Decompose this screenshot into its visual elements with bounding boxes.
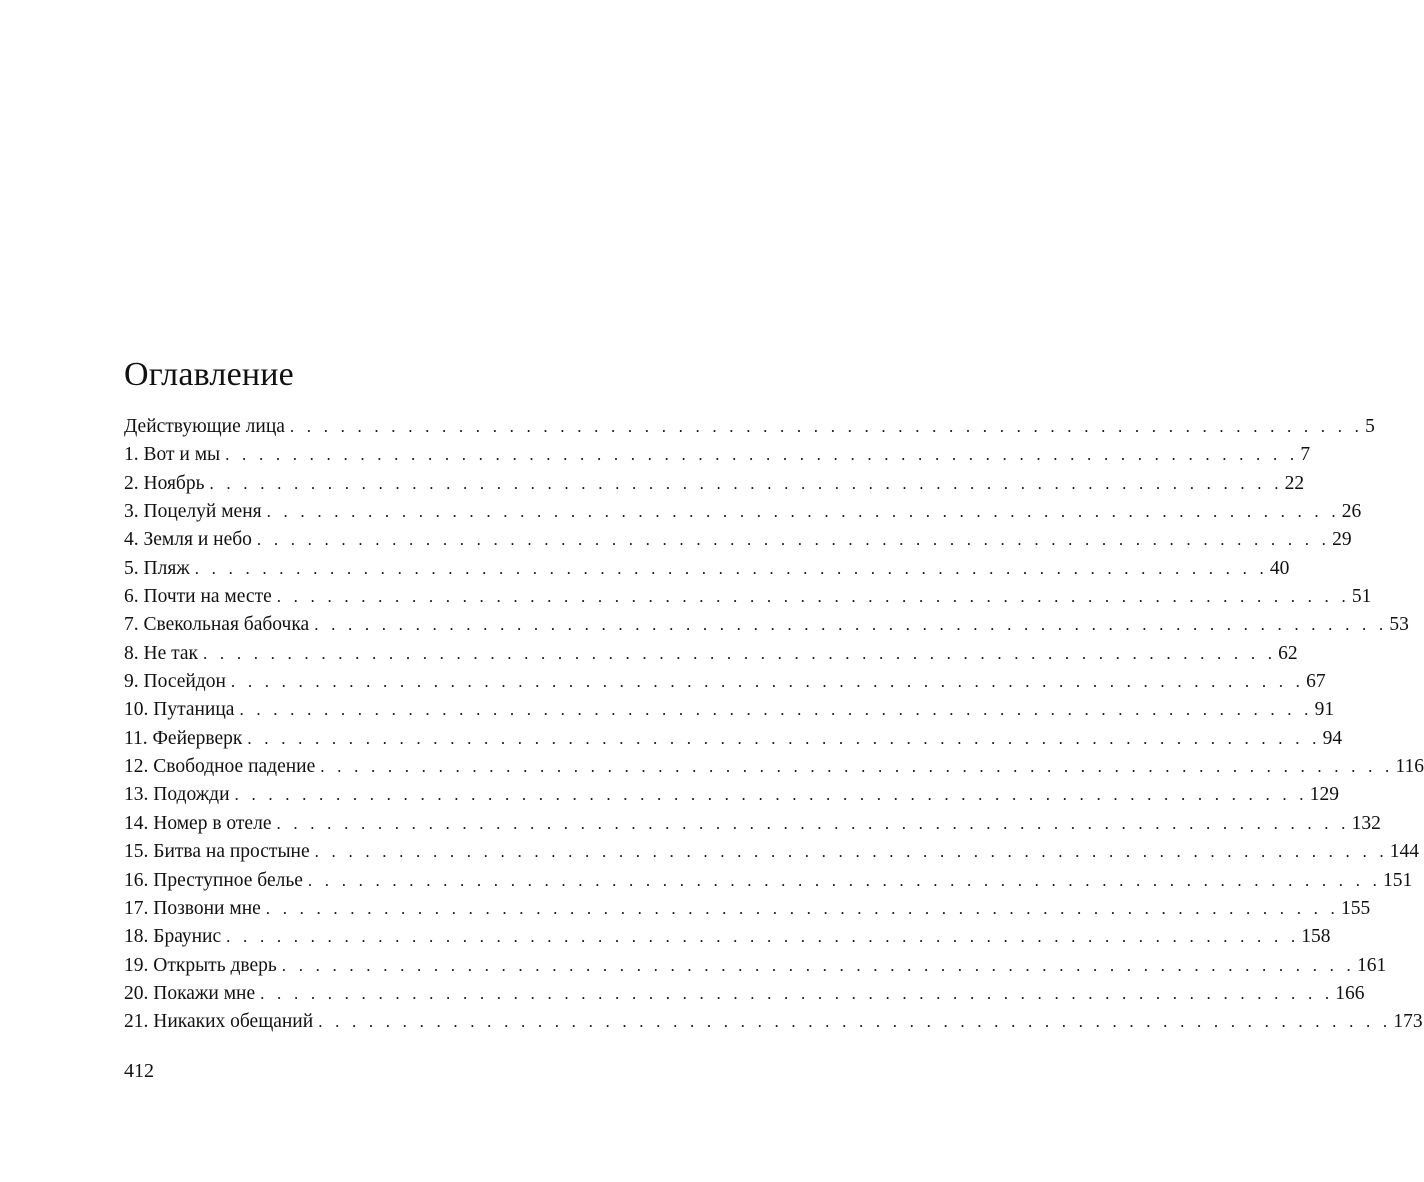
- toc-entry: [124, 727, 1343, 756]
- toc-dot-leader: . . . . . . . . . . . . . . . . . . . . . . . . . . . . . . . . . . . . . . . . . . . . . . . . . . . . . . . . . . . . . . . .: [276, 587, 1350, 607]
- toc-entry-page: 158: [1301, 926, 1331, 948]
- toc-entry-title: 20. Покажи мне: [124, 982, 256, 1004]
- toc-dot-leader: . . . . . . . . . . . . . . . . . . . . . . . . . . . . . . . . . . . . . . . . . . . . . . . . . . . . . . . . . . . . . . . .: [276, 813, 1350, 833]
- toc-dot-leader: . . . . . . . . . . . . . . . . . . . . . . . . . . . . . . . . . . . . . . . . . . . . . . . . . . . . . . . . . . . . . . . .: [239, 700, 1313, 720]
- toc-entry-page: 91: [1314, 699, 1335, 721]
- toc-dot-leader: . . . . . . . . . . . . . . . . . . . . . . . . . . . . . . . . . . . . . . . . . . . . . . . . . . . . . . . . . . . . . . . .: [209, 473, 1283, 493]
- toc-title: Оглавление: [124, 356, 294, 393]
- toc-dot-leader: . . . . . . . . . . . . . . . . . . . . . . . . . . . . . . . . . . . . . . . . . . . . . . . . . . . . . . . . . . . . . . . .: [234, 785, 1308, 805]
- toc-entry: [124, 756, 1424, 784]
- toc-entry-page: 26: [1341, 501, 1362, 523]
- toc-entry-title: 9. Посейдон: [124, 671, 226, 693]
- toc-dot-leader: . . . . . . . . . . . . . . . . . . . . . . . . . . . . . . . . . . . . . . . . . . . . . . . . . . . . . . . . . . . . . . . .: [289, 417, 1364, 436]
- toc-entry-title: 5. Пляж: [124, 557, 190, 579]
- toc-dot-leader: . . . . . . . . . . . . . . . . . . . . . . . . . . . . . . . . . . . . . . . . . . . . . . . . . . . . . . . . . . . . . . . .: [320, 757, 1394, 777]
- toc-entry-title: 11. Фейерверк: [124, 727, 243, 749]
- toc-entry-page: 62: [1278, 642, 1298, 664]
- toc-entry-page: 129: [1309, 784, 1339, 806]
- toc-entry-title: 4. Земля и небо: [124, 529, 252, 551]
- toc-dot-leader: . . . . . . . . . . . . . . . . . . . . . . . . . . . . . . . . . . . . . . . . . . . . . . . . . . . . . . . . . . . . . . . .: [314, 842, 1388, 862]
- toc-entry-page: 67: [1306, 671, 1326, 693]
- toc-entry: [124, 699, 1335, 727]
- toc-entry-title: 14. Номер в отеле: [124, 812, 272, 834]
- toc-entry-title: 13. Подожди: [124, 784, 230, 806]
- toc-entry: [124, 897, 1371, 926]
- toc-dot-leader: . . . . . . . . . . . . . . . . . . . . . . . . . . . . . . . . . . . . . . . . . . . . . . . . . . . . . . . . . . . . . . . .: [260, 983, 1334, 1003]
- toc-entry: [124, 784, 1339, 812]
- toc-entry: [124, 926, 1331, 954]
- toc-entry-page: 7: [1300, 444, 1311, 466]
- toc-entry-page: 151: [1383, 869, 1413, 891]
- toc-dot-leader: . . . . . . . . . . . . . . . . . . . . . . . . . . . . . . . . . . . . . . . . . . . . . . . . . . . . . . . . . . . . . . . .: [281, 955, 1355, 975]
- toc-entry-title: 15. Битва на простыне: [124, 841, 310, 863]
- toc-entry-page: 94: [1322, 727, 1343, 749]
- toc-entry: [124, 671, 1326, 699]
- toc-dot-leader: . . . . . . . . . . . . . . . . . . . . . . . . . . . . . . . . . . . . . . . . . . . . . . . . . . . . . . . . . . . . . . . .: [256, 530, 1331, 550]
- toc-entry-page: 132: [1351, 812, 1381, 834]
- toc-entry: [124, 1011, 1423, 1039]
- toc-list: [124, 416, 1424, 1040]
- toc-entry: [124, 472, 1305, 501]
- toc-entry-page: 51: [1351, 586, 1372, 608]
- toc-dot-leader: . . . . . . . . . . . . . . . . . . . . . . . . . . . . . . . . . . . . . . . . . . . . . . . . . . . . . . . . . . . . . . . .: [225, 445, 1299, 465]
- table-of-contents: [124, 352, 1424, 1040]
- toc-entry: [124, 557, 1290, 586]
- toc-entry-page: 53: [1389, 614, 1409, 636]
- toc-entry-page: 166: [1335, 982, 1365, 1004]
- toc-entry: [124, 869, 1413, 898]
- toc-dot-leader: . . . . . . . . . . . . . . . . . . . . . . . . . . . . . . . . . . . . . . . . . . . . . . . . . . . . . . . . . . . . . . . .: [203, 643, 1277, 663]
- page-number: 412: [124, 1060, 154, 1082]
- toc-entry: [124, 812, 1381, 841]
- toc-entry-title: 6. Почти на месте: [124, 586, 272, 608]
- toc-entry: [124, 954, 1387, 983]
- toc-entry-page: 144: [1389, 841, 1420, 863]
- toc-entry-title: 16. Преступное белье: [124, 869, 303, 891]
- toc-entry-title: 3. Поцелуй меня: [124, 501, 262, 523]
- toc-entry-title: 21. Никаких обещаний: [124, 1011, 314, 1033]
- toc-entry-page: 29: [1332, 529, 1352, 551]
- toc-entry-title: 7. Свекольная бабочка: [124, 614, 310, 636]
- toc-dot-leader: . . . . . . . . . . . . . . . . . . . . . . . . . . . . . . . . . . . . . . . . . . . . . . . . . . . . . . . . . . . . . . . .: [266, 502, 1340, 522]
- toc-dot-leader: . . . . . . . . . . . . . . . . . . . . . . . . . . . . . . . . . . . . . . . . . . . . . . . . . . . . . . . . . . . . . . . .: [307, 870, 1382, 890]
- toc-entry: [124, 444, 1311, 472]
- toc-entry-title: 17. Позвони мне: [124, 897, 261, 919]
- toc-entry-page: 155: [1340, 897, 1371, 919]
- toc-dot-leader: . . . . . . . . . . . . . . . . . . . . . . . . . . . . . . . . . . . . . . . . . . . . . . . . . . . . . . . . . . . . . . . .: [230, 672, 1305, 692]
- toc-dot-leader: . . . . . . . . . . . . . . . . . . . . . . . . . . . . . . . . . . . . . . . . . . . . . . . . . . . . . . . . . . . . . . . .: [314, 615, 1388, 635]
- toc-entry: [124, 416, 1375, 444]
- toc-dot-leader: . . . . . . . . . . . . . . . . . . . . . . . . . . . . . . . . . . . . . . . . . . . . . . . . . . . . . . . . . . . . . . . .: [247, 728, 1321, 748]
- toc-dot-leader: . . . . . . . . . . . . . . . . . . . . . . . . . . . . . . . . . . . . . . . . . . . . . . . . . . . . . . . . . . . . . . . .: [265, 898, 1339, 918]
- toc-dot-leader: . . . . . . . . . . . . . . . . . . . . . . . . . . . . . . . . . . . . . . . . . . . . . . . . . . . . . . . . . . . . . . . .: [318, 1012, 1392, 1032]
- toc-dot-leader: . . . . . . . . . . . . . . . . . . . . . . . . . . . . . . . . . . . . . . . . . . . . . . . . . . . . . . . . . . . . . . . .: [194, 558, 1268, 578]
- toc-entry-title: 1. Вот и мы: [124, 444, 221, 466]
- toc-entry-title: Действующие лица: [124, 416, 285, 437]
- toc-entry-page: 161: [1356, 954, 1387, 976]
- toc-entry-title: 8. Не так: [124, 642, 199, 664]
- toc-entry: [124, 642, 1298, 671]
- toc-entry-page: 40: [1269, 557, 1290, 579]
- toc-entry-page: 5: [1365, 416, 1375, 437]
- toc-entry-page: 116: [1395, 756, 1424, 778]
- toc-entry: [124, 501, 1362, 529]
- toc-entry: [124, 586, 1372, 614]
- toc-entry: [124, 529, 1352, 557]
- toc-entry-page: 22: [1284, 472, 1305, 494]
- toc-entry-title: 18. Браунис: [124, 926, 222, 948]
- toc-entry: [124, 841, 1420, 869]
- toc-entry-title: 2. Ноябрь: [124, 472, 205, 494]
- toc-entry-page: 173: [1393, 1011, 1423, 1033]
- toc-entry: [124, 614, 1409, 642]
- toc-entry-title: 12. Свободное падение: [124, 756, 316, 778]
- toc-entry-title: 19. Открыть дверь: [124, 954, 277, 976]
- toc-entry-title: 10. Путаница: [124, 699, 235, 721]
- toc-entry: [124, 982, 1365, 1011]
- toc-dot-leader: . . . . . . . . . . . . . . . . . . . . . . . . . . . . . . . . . . . . . . . . . . . . . . . . . . . . . . . . . . . . . . . .: [226, 927, 1300, 947]
